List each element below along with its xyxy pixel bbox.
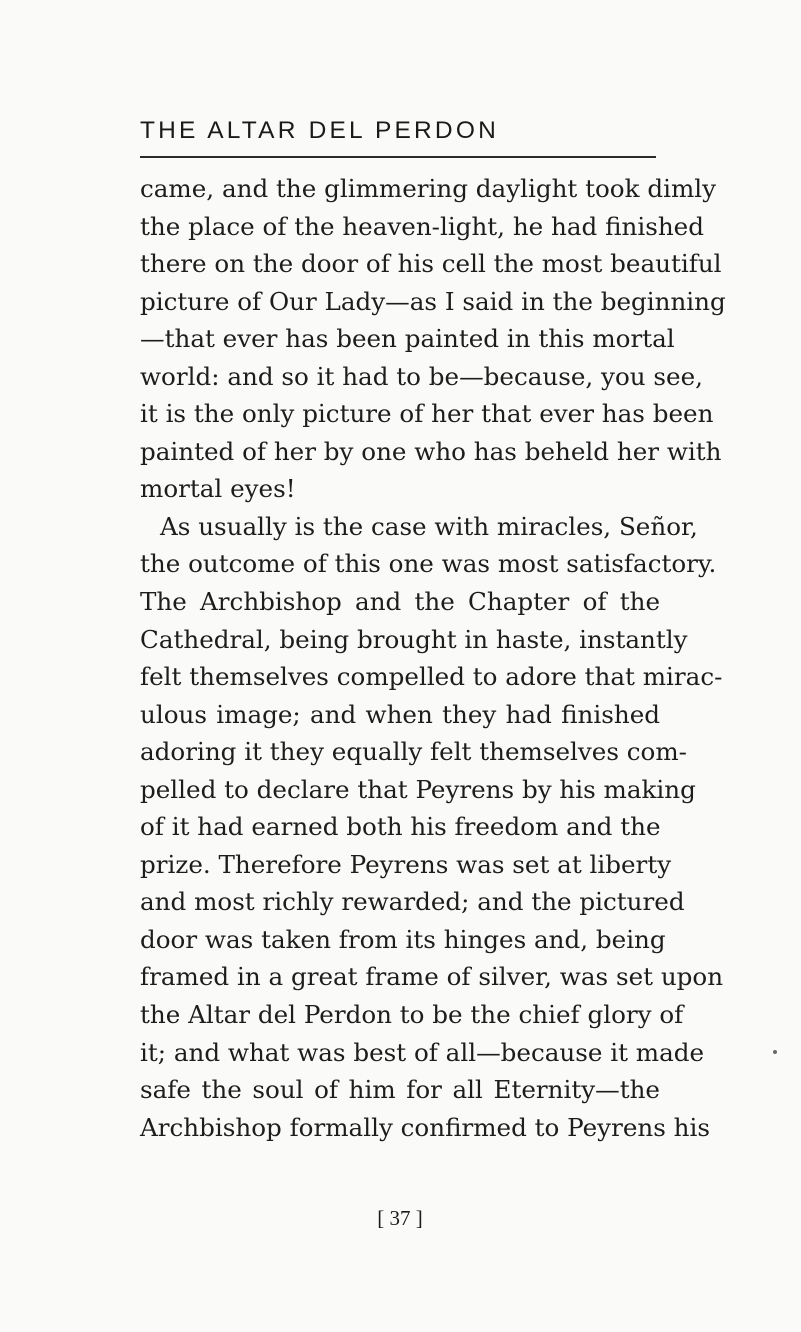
- text-line: it; and what was best of all—because it made: [140, 1037, 705, 1067]
- text-line: As usually is the case with miracles, Señor,: [160, 511, 698, 541]
- text-line: —that ever has been painted in this mortal: [140, 324, 675, 354]
- text-line: prize. Therefore Peyrens was set at liberty: [140, 849, 672, 879]
- text-line: felt themselves compelled to adore that mirac-: [140, 662, 723, 692]
- text-line: adoring it they equally felt themselves com-: [140, 737, 687, 767]
- header-rule: [140, 156, 656, 158]
- text-line: painted of her by one who has beheld her with: [140, 436, 722, 466]
- text-line: there on the door of his cell the most beautiful: [140, 249, 722, 279]
- text-line: of it had earned both his freedom and the: [140, 812, 661, 842]
- text-line: safe the soul of him for all Eternity—the: [140, 1075, 660, 1105]
- text-line: the outcome of this one was most satisfactory.: [140, 549, 717, 579]
- text-line: door was taken from its hinges and, being: [140, 924, 666, 954]
- text-line: framed in a great frame of silver, was set upon: [140, 962, 724, 992]
- text-line: pelled to declare that Peyrens by his making: [140, 774, 696, 804]
- paper-speck: [773, 1050, 777, 1054]
- body-text: [140, 170, 726, 1146]
- text-line: the place of the heaven-light, he had finished: [140, 211, 704, 241]
- running-title: THE ALTAR DEL PERDON: [140, 117, 499, 144]
- running-head: [140, 116, 660, 158]
- text-line: Cathedral, being brought in haste, instantly: [140, 624, 688, 654]
- text-line: it is the only picture of her that ever has been: [140, 399, 714, 429]
- text-line: and most richly rewarded; and the pictured: [140, 887, 685, 917]
- text-line: came, and the glimmering daylight took dimly: [140, 174, 717, 203]
- text-line: The Archbishop and the Chapter of the: [140, 587, 660, 617]
- text-line: picture of Our Lady—as I said in the beginning: [140, 286, 726, 316]
- text-line: world: and so it had to be—because, you see,: [140, 361, 703, 391]
- text-line: the Altar del Perdon to be the chief glory of: [140, 1000, 684, 1030]
- text-line: Archbishop formally confirmed to Peyrens his: [140, 1112, 710, 1142]
- text-line: mortal eyes!: [140, 474, 296, 504]
- page-number: [ 37 ]: [377, 1206, 423, 1230]
- text-line: ulous image; and when they had finished: [140, 699, 660, 729]
